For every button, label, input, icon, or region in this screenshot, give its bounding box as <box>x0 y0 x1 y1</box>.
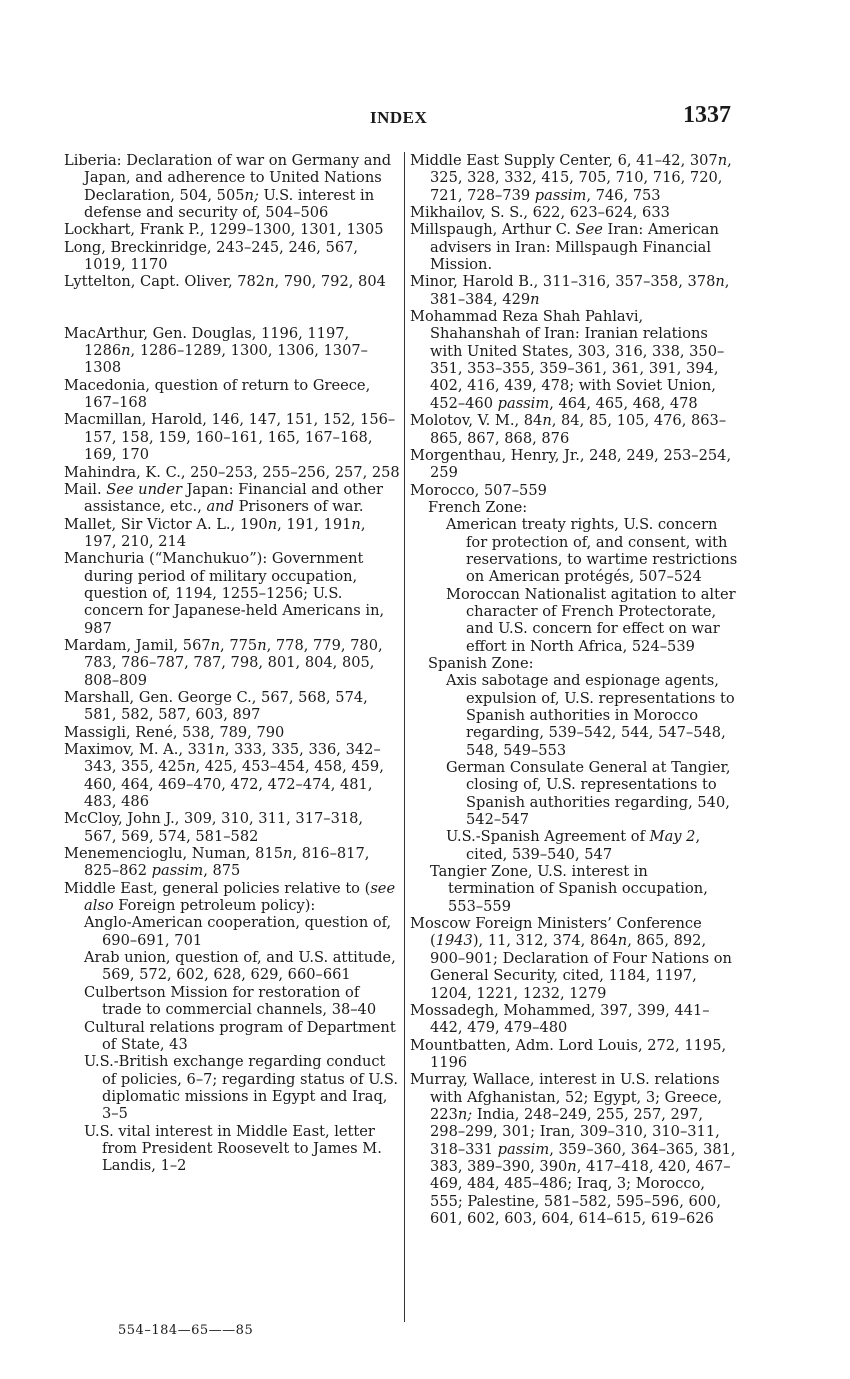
index-entry: Manchuria (“Manchukuo”): Government during period of military occupation, question of, 1194, 1255–1256; U.S. concern for Japanese-held Americans in, 987 <box>64 550 385 637</box>
index-entry: MacArthur, Gen. Douglas, 1196, 1197, 1286n, 1286–1289, 1300, 1306, 1307–1308 <box>64 324 368 377</box>
index-subentry: U.S.-British exchange regarding conduct of policies, 6–7; regarding status of U.S. diplomatic missions in Egypt and Iraq, 3–5 <box>84 1053 398 1123</box>
index-entry: Menemencioglu, Numan, 815n, 816–817, 825–862 passim, 875 <box>64 845 370 880</box>
index-subentry: U.S. vital interest in Middle East, letter from President Roosevelt to James M. Landis, 1–2 <box>84 1122 382 1175</box>
index-subentry: Cultural relations program of Department of State, 43 <box>84 1018 396 1053</box>
index-entry: Mohammad Reza Shah Pahlavi, Shahanshah of Iran: Iranian relations with United States, 303, 316, 338, 350–351, 353–355, 359–361, 361, 391, 394, 402, 416, 439, 478; with Soviet Union, 452–460 passim, 464, 465, 468, 478 <box>410 308 725 412</box>
letter-gap <box>64 291 400 325</box>
index-entry: Mail. See under Japan: Financial and other assistance, etc., and Prisoners of war. <box>64 480 384 516</box>
index-entry: Molotov, V. M., 84n, 84, 85, 105, 476, 863–865, 867, 868, 876 <box>410 412 727 447</box>
index-entry: Massigli, René, 538, 789, 790 <box>64 723 285 741</box>
index-entry: Lyttelton, Capt. Oliver, 782n, 790, 792, 804 <box>64 273 386 291</box>
index-entry: Moscow Foreign Ministers’ Conference (1943), 11, 312, 374, 864n, 865, 892, 900–901; Declaration of Four Nations on General Security, cited, 1184, 1197, 1204, 1221, 1232, 1279 <box>410 915 732 1002</box>
index-entry: Liberia: Declaration of war on Germany and Japan, and adherence to United Nations Declaration, 504, 505n; U.S. interest in defense and security of, 504–506 <box>64 152 392 222</box>
index-subsubentry: Moroccan Nationalist agitation to alter character of French Protectorate, and U.S. concern for effect on war effort in North Africa, 524–539 <box>446 585 736 655</box>
index-entry: McCloy, John J., 309, 310, 311, 317–318, 567, 569, 574, 581–582 <box>64 810 364 845</box>
index-entry: Mallet, Sir Victor A. L., 190n, 191, 191n, 197, 210, 214 <box>64 515 366 550</box>
index-entry: Morgenthau, Henry, Jr., 248, 249, 253–254, 259 <box>410 446 732 482</box>
index-subentry: Culbertson Mission for restoration of trade to commercial channels, 38–40 <box>84 983 377 1019</box>
index-entry: Mikhailov, S. S., 622, 623–624, 633 <box>410 204 670 222</box>
index-subentry: Arab union, question of, and U.S. attitude, 569, 572, 602, 628, 629, 660–661 <box>84 949 396 984</box>
index-entry: Morocco, 507–559 <box>410 481 547 499</box>
index-entry: Millspaugh, Arthur C. See Iran: American advisers in Iran: Millspaugh Financial Mission. <box>410 221 719 274</box>
page-number: 1337 <box>683 102 731 128</box>
index-column-left <box>64 152 400 1175</box>
index-subheading: French Zone: <box>428 498 528 516</box>
page-title: INDEX <box>370 108 428 127</box>
index-entry: Mardam, Jamil, 567n, 775n, 778, 779, 780, 783, 786–787, 787, 798, 801, 804, 805, 808–809 <box>64 636 383 689</box>
index-subentry: Anglo-American cooperation, question of, 690–691, 701 <box>84 914 392 949</box>
index-subheading: Spanish Zone: <box>428 654 534 672</box>
index-subsubentry: Axis sabotage and espionage agents, expulsion of, U.S. representations to Spanish authorities in Morocco regarding, 539–542, 544, 547–548, 548, 549–553 <box>446 672 735 759</box>
index-entry: Middle East Supply Center, 6, 41–42, 307n, 325, 328, 332, 415, 705, 710, 716, 720, 721, 728–739 passim, 746, 753 <box>410 152 732 204</box>
index-entry: Macmillan, Harold, 146, 147, 151, 152, 156–157, 158, 159, 160–161, 165, 167–168, 169, 170 <box>64 411 396 464</box>
index-entry: Mahindra, K. C., 250–253, 255–256, 257, 258 <box>64 463 400 481</box>
index-entry: Murray, Wallace, interest in U.S. relations with Afghanistan, 52; Egypt, 3; Greece, 223n; India, 248–249, 255, 257, 297, 298–299, 301; Iran, 309–310, 310–311, 318–331 passim, 359–360, 364–365, 381, 383, 389–390, 390n, 417–418, 420, 467–469, 484, 485–486; Iraq, 3; Morocco, 555; Palestine, 581–582, 595–596, 600, 601, 602, 603, 604, 614–615, 619–626 <box>410 1071 736 1227</box>
index-column-right <box>410 152 738 1227</box>
column-divider <box>404 152 405 1322</box>
index-entry: Maximov, M. A., 331n, 333, 335, 336, 342–343, 355, 425n, 425, 453–454, 458, 459, 460, 464, 469–470, 472, 472–474, 481, 483, 486 <box>64 741 384 811</box>
index-entry: Macedonia, question of return to Greece, 167–168 <box>64 376 371 412</box>
index-subsubentry: German Consulate General at Tangier, closing of, U.S. representations to Spanish authorities regarding, 540, 542–547 <box>446 759 731 829</box>
index-subsubentry: American treaty rights, U.S. concern for protection of, and consent, with reservations, to wartime restrictions on American protégés, 507–524 <box>446 516 738 586</box>
index-entry: Middle East, general policies relative to (see also Foreign petroleum policy): <box>64 879 396 915</box>
index-entry: Mountbatten, Adm. Lord Louis, 272, 1195, 1196 <box>410 1036 727 1071</box>
printer-signature: 554–184—65——85 <box>118 1323 254 1338</box>
index-entry: Mossadegh, Mohammed, 397, 399, 441–442, 479, 479–480 <box>410 1001 710 1037</box>
index-subentry: Tangier Zone, U.S. interest in termination of Spanish occupation, 553–559 <box>430 863 708 915</box>
index-entry: Lockhart, Frank P., 1299–1300, 1301, 1305 <box>64 221 384 239</box>
index-entry: Minor, Harold B., 311–316, 357–358, 378n, 381–384, 429n <box>410 273 730 308</box>
index-entry: Marshall, Gen. George C., 567, 568, 574, 581, 582, 587, 603, 897 <box>64 688 368 724</box>
index-entry: Long, Breckinridge, 243–245, 246, 567, 1019, 1170 <box>64 238 359 274</box>
index-subsubentry: U.S.-Spanish Agreement of May 2, cited, 539–540, 547 <box>446 828 701 863</box>
